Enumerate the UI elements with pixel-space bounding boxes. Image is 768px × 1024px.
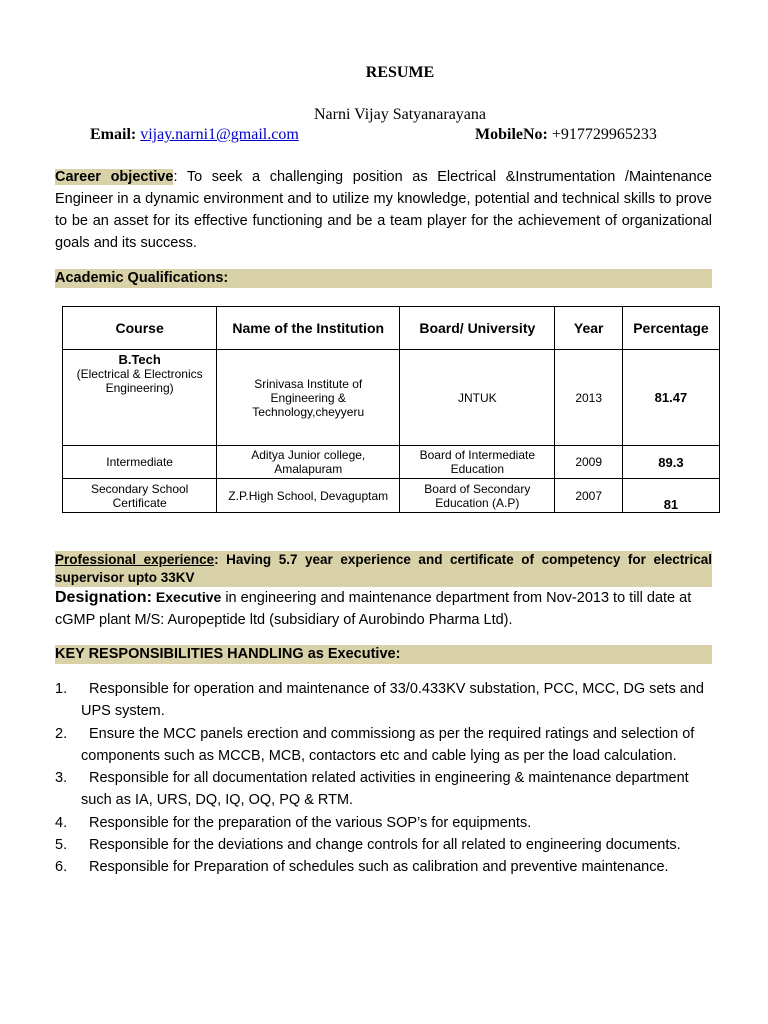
list-text: Responsible for all documentation related activities in engineering & maintenance department such as IA, URS, DQ, IQ, OQ, PQ & RTM. bbox=[81, 770, 689, 809]
email-label: Email: bbox=[90, 126, 137, 143]
experience-text: : Having 5.7 year experience and certificate of competency for electrical supervisor upto 33KV bbox=[55, 552, 712, 585]
course-cell bbox=[63, 350, 217, 446]
percentage-cell: 81.47 bbox=[622, 350, 719, 446]
board-cell: Board of Secondary Education (A.P) bbox=[400, 479, 555, 513]
resume-title: RESUME bbox=[365, 64, 435, 81]
designation-role: Executive bbox=[155, 589, 222, 605]
responsibilities-heading: KEY RESPONSIBILITIES HANDLING as Executive: bbox=[55, 645, 712, 664]
mobile-number: +917729965233 bbox=[551, 126, 657, 143]
academic-heading: Academic Qualifications: bbox=[55, 269, 712, 288]
course-cell: Secondary School Certificate bbox=[63, 479, 217, 513]
table-row bbox=[63, 350, 720, 446]
designation-label: Designation: bbox=[55, 589, 152, 606]
designation-text: in engineering and maintenance department from Nov-2013 to till date at cGMP plant M/S: Auropeptide ltd (subsidiary of Aurobindo Pharma Ltd). bbox=[55, 590, 692, 628]
career-objective-label: Career objective bbox=[55, 169, 174, 185]
year-cell: 2013 bbox=[555, 350, 622, 446]
column-header: Percentage bbox=[622, 307, 719, 350]
professional-experience bbox=[55, 551, 712, 587]
list-number: 3. bbox=[55, 770, 68, 787]
designation bbox=[55, 586, 720, 631]
list-number: 6. bbox=[55, 859, 68, 876]
experience-label: Professional experience bbox=[55, 552, 215, 567]
year-cell: 2009 bbox=[555, 446, 622, 479]
list-text: Responsible for operation and maintenance of 33/0.433KV substation, PCC, MCC, DG sets and UPS system. bbox=[81, 681, 704, 720]
course-main: B.Tech bbox=[118, 352, 161, 367]
email-line bbox=[90, 126, 299, 144]
course-cell: Intermediate bbox=[63, 446, 217, 479]
list-text: Responsible for the deviations and change controls for all related to engineering documents. bbox=[89, 837, 681, 854]
board-cell: Board of Intermediate Education bbox=[400, 446, 555, 479]
table-row bbox=[63, 479, 720, 513]
list-text: Responsible for the preparation of the various SOP’s for equipments. bbox=[89, 814, 532, 831]
mobile-label: MobileNo: bbox=[475, 126, 548, 143]
mobile-line bbox=[475, 126, 657, 144]
table-header-row bbox=[63, 307, 720, 350]
list-item bbox=[55, 812, 715, 834]
column-header: Year bbox=[555, 307, 622, 350]
list-text: Responsible for Preparation of schedules such as calibration and preventive maintenance. bbox=[89, 859, 669, 876]
board-cell: JNTUK bbox=[400, 350, 555, 446]
percentage-cell: 89.3 bbox=[622, 446, 719, 479]
list-number: 4. bbox=[55, 814, 68, 831]
candidate-name: Narni Vijay Satyanarayana bbox=[313, 106, 486, 123]
year-cell: 2007 bbox=[555, 479, 622, 513]
percentage-cell: 81 bbox=[622, 479, 719, 513]
list-item bbox=[55, 856, 715, 878]
column-header: Name of the Institution bbox=[217, 307, 400, 350]
institution-cell: Aditya Junior college, Amalapuram bbox=[217, 446, 400, 479]
responsibilities-list bbox=[55, 678, 715, 879]
column-header: Course bbox=[63, 307, 217, 350]
list-item bbox=[55, 767, 715, 812]
column-header: Board/ University bbox=[400, 307, 555, 350]
career-objective-text: : To seek a challenging position as Electrical &Instrumentation /Maintenance Engineer in a dynamic environment and to utilize my knowledge, potential and technical skills to prove to be an asset for its effective functioning and be a team player for the achievement of organizational goals and its success. bbox=[55, 169, 712, 251]
list-item bbox=[55, 834, 715, 856]
academic-table bbox=[62, 306, 720, 513]
email-link[interactable]: vijay.narni1@gmail.com bbox=[140, 126, 299, 143]
career-objective bbox=[55, 166, 712, 254]
list-number: 5. bbox=[55, 837, 68, 854]
institution-cell: Srinivasa Institute of Engineering & Technology,cheyyeru bbox=[217, 350, 400, 446]
list-number: 1. bbox=[55, 681, 68, 697]
institution-cell: Z.P.High School, Devaguptam bbox=[217, 479, 400, 513]
list-item bbox=[55, 678, 715, 723]
list-item bbox=[55, 723, 715, 768]
list-text: Ensure the MCC panels erection and commissiong as per the required ratings and selection of components such as MCCB, MCB, contactors etc and cable lying as per the load calculation. bbox=[81, 725, 695, 764]
table-row bbox=[63, 446, 720, 479]
course-sub: (Electrical & Electronics Engineering) bbox=[76, 367, 203, 395]
list-number: 2. bbox=[55, 725, 68, 742]
